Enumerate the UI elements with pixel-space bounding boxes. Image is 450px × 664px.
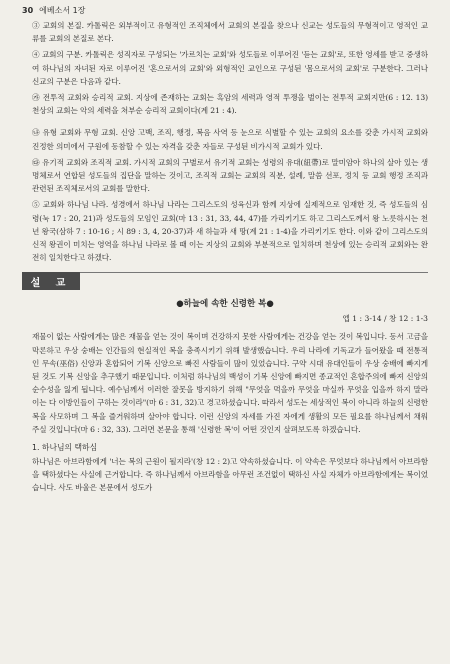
section-paragraph: 하나님은 아브라함에게 '너는 복의 근원이 될지라'(창 12 : 2)고 약속하셨습니다. 이 약속은 무엇보다 하나님께서 아브라함을 택하셨다는 사실에 근거합니다. 즉 하나님께서 아브라함을 아무런 조건없이 택하신 사실 자체가 아브라함에게는 복이었습니다. 사도 바울은 본문에서 성도가 [32,457,428,493]
paragraph-visible-church: ㉯ 유형 교회와 무형 교회. 신앙 고백, 조직, 행정, 복음 사역 등 눈으로 식별할 수 있는 교회의 요소를 갖춘 가시적 교회와 진정한 의미에서 구원에 동참할 수 있는 자격을 갖춘 자들로 구성된 비가시적 교회가 있다. [32,128,428,151]
paragraph-kingdom-of-god: ⑤ 교회와 하나님 나라. 성경에서 하나님 나라는 그리스도의 성육신과 함께 지상에 실제적으로 임재한 것, 즉 성도들의 심령(눅 17 : 20, 21)과 성도들의 모임인 교회(마 13 : 31, 33, 44, 47)를 가리키기도 하고 그리스도께서 왕 노릇하시는 천년 왕국(삼하 7 : 10-16 ; 시 89 : 3, 4, 20-37)과 새 하늘과 새 땅(계 21 : 1-4)을 가리키기도 한다. 이와 같이 그리스도의 신적 왕권이 미치는 영역을 하나님 나라로 볼 때 이는 지상의 교회와 부분적으로 일치하며 천상에 있는 승리적 교회와는 완전히 일치한다고 하겠다. [32,200,428,263]
sermon-banner [22,272,428,291]
sermon-title: ●하늘에 속한 신령한 복● [176,299,274,310]
paragraph-church-essence: ③ 교회의 본질. 카톨릭은 외부적이고 유형적인 조직체에서 교회의 본질을 찾으나 신교는 성도들의 무형적이고 영적인 교류를 교회의 본질로 본다. [32,21,428,44]
section-heading: 1. 하나님의 택하심 [32,443,98,453]
sermon-paragraph: 재물이 없는 사람에게는 많은 재물을 얻는 것이 복이며 건강하지 못한 사람에게는 건강을 얻는 것이 복입니다. 동서 고금을 막론하고 우상 숭배는 인간들의 현실적인 복을 충족시키기 위해 발생했습니다. 우리 나라에 기독교가 들어왔을 때 전통적인 무속(巫俗) 신앙과 혼합되어 기복 신앙으로 빠진 사람들이 많이 있었습니다. 구약 시대 유대인들이 우상 숭배에 빠지게 된 것도 기복 신앙을 추구했기 때문입니다. 이처럼 하나님의 백성이 기복 신앙에 빠지면 종교적인 혼합주의에 빠져 신앙의 순수성을 잃게 됩니다. 예수님께서 이러한 잘못을 방지하기 위해 "무엇을 먹을까 무엇을 마실까 무엇을 입을까 하지 말라 이는 다 이방인들이 구하는 것이라"(마 6 : 31, 32)고 경고하셨습니다. 따라서 성도는 세상적인 복이 아니라 하늘의 신령한 복을 사모하며 그 복을 즐거워하며 살아야 합니다. 이런 신앙의 자세를 가진 자에게 생활의 모든 필요를 하나님께서 채워 주실 것입니다(마 6 : 32, 33). 그러면 본문을 통해 '신령한 복'이 어떤 것인지 살펴보도록 하겠습니다. [32,332,428,434]
paragraph-church-division: ④ 교회의 구분. 카톨릭은 성직자로 구성되는 '가르치는 교회'와 성도들로 이루어진 '듣는 교회'로, 또한 영세를 받고 중생하여 하나님의 자녀된 자로 이루어진 '혼으로서의 교회'와 외형적인 교인으로 구성된 '몸으로서의 교회'로 구분한다. 그러나 신교의 구분은 다음과 같다. [32,50,428,86]
page-header [22,5,428,19]
paragraph-militant-church: ㉮ 전투적 교회와 승리적 교회. 지상에 존재하는 교회는 흑암의 세력과 영적 투쟁을 벌이는 전투적 교회지만(6 : 12. 13) 천상의 교회는 악의 세력을 쳐부순 승리적 교회이다(계 21 : 4). [32,93,428,116]
sermon-banner-label: 설 교 [22,272,80,290]
book-title: 에베소서 1장 [39,6,86,15]
page-number: 30 [22,6,34,15]
scripture-reference: 엡 1 : 3-14 / 창 12 : 1-3 [342,314,428,324]
paragraph-organic-church: ㉰ 유기적 교회와 조직적 교회. 가시적 교회의 구별로서 유기적 교회는 성령의 유대(紐帶)로 말미암아 하나의 살아 있는 생명체로서 연합된 성도들의 집단을 말하는 것이고, 조직적 교회는 교회의 직분, 설례, 말씀 선포, 정치 등 교회 행정 조직과 관련된 조직체로서의 교회를 말한다. [32,157,428,194]
